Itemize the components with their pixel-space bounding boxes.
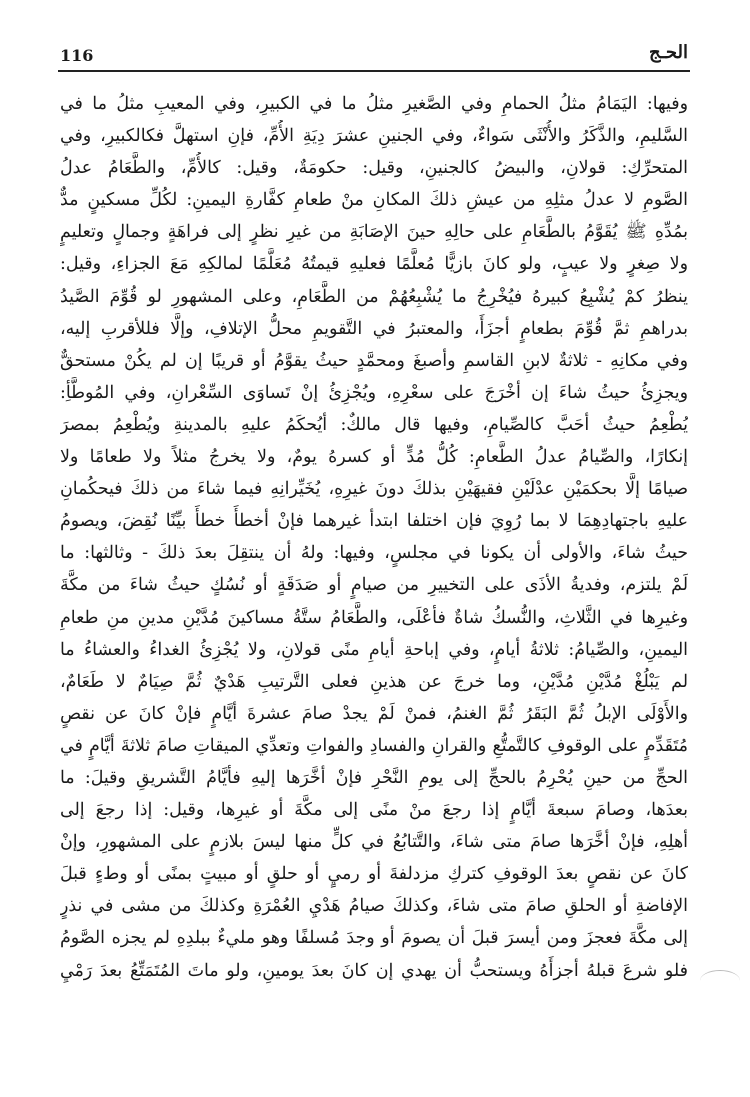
text-line: السَّليمِ، والذَّكَرُ والأُنْثَى سَواءٌ، وفي الجنينِ عشرَ دِيَةِ الأُمِّ، فإنِ استهلَّ فكالكبيرِ، وفي [60, 126, 688, 147]
text-line: بدراهمِ ثمَّ قُوِّمَ بطعامٍ أجزَأَ، والمعتبرُ في التَّقويمِ محلُّ الإتلافِ، وإلَّا فللأقربِ إليه، [60, 318, 688, 339]
text-line: صيامًا إلَّا بحكمَيْنِ عدْلَيْنِ فقيهَيْنِ بذلكَ دونَ غيرِهِ، يُخَيِّرانِهِ فيما شاءَ من ذلكَ فيحكُمانِ [60, 479, 688, 500]
chapter-title: الحـج [649, 42, 688, 63]
text-line: والأَوْلَى الإبلُ ثُمَّ البَقَرُ ثُمَّ الغنمُ، فمنْ لَمْ يجدْ صامَ عشرةَ أيَّامٍ فإنْ كانَ عن نقصٍ [60, 703, 688, 724]
text-line: ويجزِئُ حيثُ شاءَ إن أخْرَجَ على سعْرِهِ، ويُجْزِئُ إنْ تَساوَى السِّعْرانِ، وفي المُوطَّأِ: [60, 382, 688, 403]
text-line: الحجِّ من حينِ يُحْرِمُ بالحجِّ إلى يومِ النَّحْرِ فإنْ أخَّرَها إليهِ فأيَّامُ التَّشريقِ وقيلَ: ما [60, 767, 688, 788]
header-divider [58, 70, 690, 72]
text-line: كانَ عن نقصٍ بعدَ الوقوفِ كتركِ مزدلفةَ أو رميٍ أو حلقٍ أو مبيتٍ بمنًى أو وطءٍ قبلَ [60, 864, 688, 885]
text-line: ينظرُ كمْ يُشْبِعُ كبيرهُ فيُخْرِجُ ما يُشْبِعُهُمْ من الطَّعَامِ، وعلى المشهورِ لو قُوِّمَ الصَّيدُ [60, 286, 688, 307]
margin-mark [700, 970, 740, 991]
page-header [60, 40, 688, 70]
text-line: اليمينِ، والصِّيامُ: ثلاثةُ أيامٍ، وفي إباحةِ أيامِ منًى قولانِ، ولا يُجْزِئُ الغداءُ والعشاءُ ما [60, 639, 688, 660]
text-line: لم يَبْلُغْ مُدَّيْنِ مُدَّيْنِ، وما خرجَ عن هذينِ فعلى التَّرتيبِ هَدْيٌ ثُمَّ صِيَامٌ لا طَعَامٌ، [60, 671, 688, 692]
text-line: بمُدِّهِ ﷺ يُقَوَّمُ بالطَّعَامِ على حالِهِ حينَ الإصَابَةِ من غيرِ نظرٍ إلى فراهَةٍ وجمالٍ وتعليمٍ [60, 222, 688, 243]
text-line: حيثُ شاءَ، والأولى أن يكونا في مجلسٍ، وفيها: ولهُ أن ينتقِلَ بعدَ ذلكَ - وثالثها: ما [60, 543, 688, 564]
text-line: بعدَها، وصامَ سبعةَ أيَّامٍ إذا رجعَ منْ منًى إلى مكَّةَ أو غيرِها، وقيل: إذا رجعَ إلى [60, 800, 688, 821]
text-line: المتحرِّكِ: قولانِ، والبيضُ كالجنينِ، وقيل: حكومَةٌ، وقيل: كالأُمِّ، والطَّعَامُ عدلُ [60, 158, 688, 179]
text-line: عليهِ باجتهادِهِمَا لا بما رُوِيَ فإن اختلفا ابتدأ غيرهما فإنْ أخطأَ خطأً بيِّنًا نُقِضَ، ويصومُ [60, 511, 688, 532]
page-number: 116 [60, 46, 94, 65]
text-line: أهلِهِ، فإنْ أخَّرَها صامَ متى شاءَ، والتَّتابُعُ في كلٍّ منها ليسَ بلازمٍ على المشهورِ، وإنْ [60, 832, 688, 853]
text-line: فلو شرعَ قبلهُ أجزأَهُ ويستحبُّ أن يهدي إن كانَ بعدَ يومينِ، ولو ماتَ المُتَمَتِّعُ بعدَ رَمْيِ [60, 960, 688, 981]
text-line: وفيها: اليَمَامُ مثلُ الحمامِ وفي الصَّغيرِ مثلُ ما في الكبيرِ، وفي المعيبِ مثلُ ما في [60, 94, 688, 114]
text-line: مُتَقَدِّمٍ على الوقوفِ كالتَّمتُّعِ والقرانِ والفسادِ والفواتِ وتعدِّي الميقاتِ صامَ ثلاثةَ أيَّامٍ في [60, 735, 688, 756]
text-line: يُطْعِمُ حيثُ أحَبَّ كالصِّيامِ، وفيها قال مالكٌ: أيُحكَمُ عليهِ بالمدينةِ ويُطْعِمُ بمصرَ [60, 414, 688, 435]
text-line: وغيرِها في الثَّلاثِ، والنُّسكُ شاةٌ فأعْلَى، والطَّعَامُ ستَّةُ مساكينَ مُدَّيْنِ مدينِ منِ طعامِ [60, 607, 688, 628]
text-line: إنكارًا، والصِّيامُ عدلُ الطَّعامِ: كُلُّ مُدٍّ أو كسرهُ يومٌ، ولا يخرجُ مثلاً ولا طعامًا ولا [60, 447, 688, 468]
text-line: إلى مكَّةَ فعجزَ ومن أيسرَ قبلَ أن يصومَ أو وجدَ مُسلفًا وهو مليءٌ ببلدِهِ لم يجزه الصَّومُ [60, 928, 688, 949]
text-line: الإفاضةِ أو الحلقِ صامَ متى شاءَ، وكذلكَ صيامُ هَدْيِ العُمْرَةِ وكذلكَ من مشى في نذرٍ [60, 896, 688, 917]
body-text [60, 88, 688, 987]
text-line: ولا صِغرٍ ولا عيبٍ، ولو كانَ بازيًّا مُعلَّمًا فعليهِ قيمتُهُ مُعَلَّمًا لمالكِهِ مَعَ الجزاءِ، وقيل: [60, 254, 688, 275]
text-line: لَمْ يلتزم، وفديةُ الأذَى على التخييرِ من صيامٍ أو صَدَقَةٍ أو نُسُكٍ حيثُ شاءَ من مكَّةَ [60, 575, 688, 596]
text-line: وفي مكانِهِ - ثلاثةٌ لابنِ القاسمِ وأصبغَ ومحمَّدٍ حيثُ يقوَّمُ أو قريبًا إن لم يكُنْ مستحقٌّ [60, 350, 688, 371]
text-line: الصَّومِ لا عدلُ مثلِهِ من عيشِ ذلكَ المكانِ منْ طعامِ كفَّارةِ اليمينِ: لكُلِّ مسكينٍ مدٌّ [60, 190, 688, 211]
